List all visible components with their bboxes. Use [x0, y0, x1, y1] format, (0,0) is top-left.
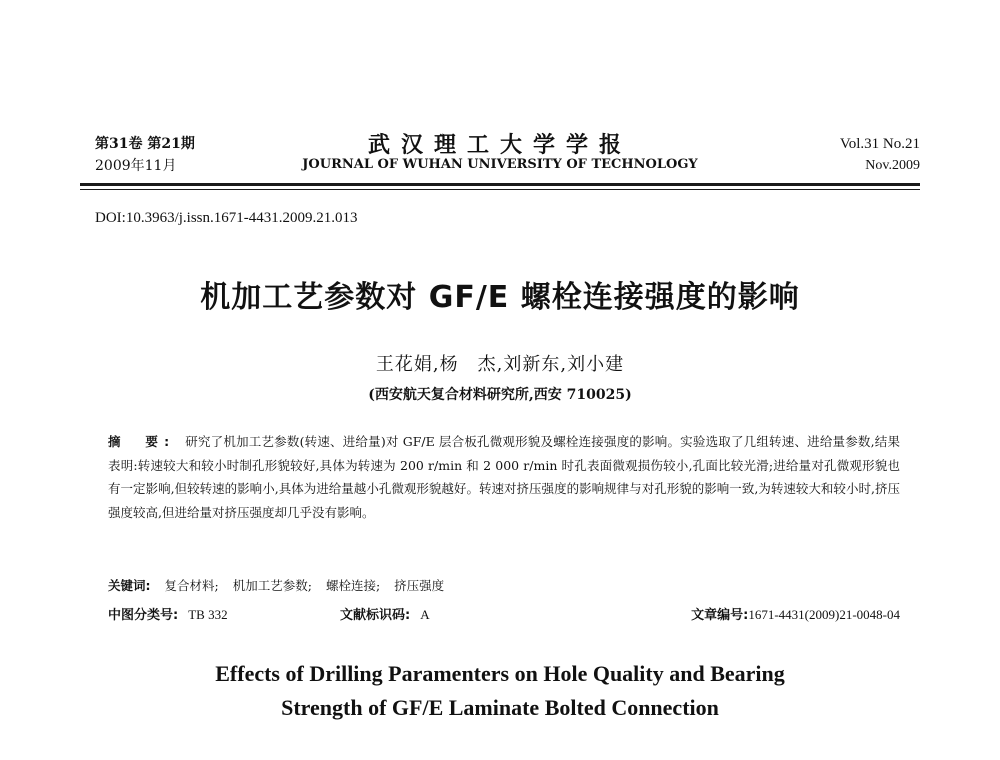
journal-title-cn: 武汉理工大学学报 — [367, 132, 632, 158]
doc-code-value: A — [420, 607, 430, 622]
volume-issue: 第31卷 第21期 — [95, 136, 195, 152]
paper-title-cn: 机加工艺参数对 GF/E 螺栓连接强度的影响 — [200, 280, 800, 315]
article-no-value: 1671-4431(2009)21-0048-04 — [748, 607, 900, 622]
article-no-label: 文章编号: — [691, 608, 749, 623]
volume-number-en: Vol.31 No.21 — [839, 136, 920, 152]
clc-value: TB 332 — [188, 607, 228, 622]
keyword: 螺栓连接; — [325, 578, 381, 593]
clc-number — [108, 604, 228, 623]
issue-date-en: Nov.2009 — [865, 158, 920, 173]
keyword: 机加工艺参数; — [232, 578, 312, 593]
keyword: 挤压强度 — [394, 578, 445, 593]
article-number — [691, 604, 900, 623]
document-code — [340, 604, 430, 623]
doc-code-label: 文献标识码: — [340, 608, 411, 623]
header-rule-thin — [80, 189, 920, 190]
issue-date-cn: 2009年11月 — [95, 158, 177, 174]
doi: DOI:10.3963/j.issn.1671-4431.2009.21.013 — [95, 210, 358, 226]
clc-label: 中图分类号: — [108, 608, 179, 623]
paper-title-en-line2: Strength of GF/E Laminate Bolted Connection — [281, 695, 719, 720]
keywords — [108, 576, 444, 594]
authors: 王花娟,杨 杰,刘新东,刘小建 — [375, 354, 625, 375]
header-rule-thick — [80, 183, 920, 186]
affiliation: (西安航天复合材料研究所,西安 710025) — [368, 387, 632, 403]
abstract-label: 摘 要: — [108, 434, 176, 449]
abstract — [108, 430, 900, 524]
paper-title-en-line1: Effects of Drilling Paramenters on Hole Quality and Bearing — [215, 661, 785, 686]
abstract-text: 研究了机加工艺参数(转速、进给量)对 GF/E 层合板孔微观形貌及螺栓连接强度的影响。实验选取了几组转速、进给量参数,结果表明:转速较大和较小时制孔形貌较好,具体为转速为 200 r/min 和 2 000 r/min 时孔表面微观损伤较小,孔面比较光滑;进给量对孔微观形貌也有一定影响,但较转速的影响小,具体为进给量越小孔微观形貌越好。转速对挤压强度的影响规律与对孔形貌的影响一致,为转速较大和较小时,挤压强度较高,但进给量对挤压强度却几乎没有影响。 — [108, 434, 901, 520]
paper-title-en — [0, 657, 1000, 725]
keyword: 复合材料; — [164, 578, 219, 593]
journal-title-en: JOURNAL OF WUHAN UNIVERSITY OF TECHNOLOGY — [302, 157, 698, 172]
keywords-label: 关键词: — [108, 578, 151, 593]
